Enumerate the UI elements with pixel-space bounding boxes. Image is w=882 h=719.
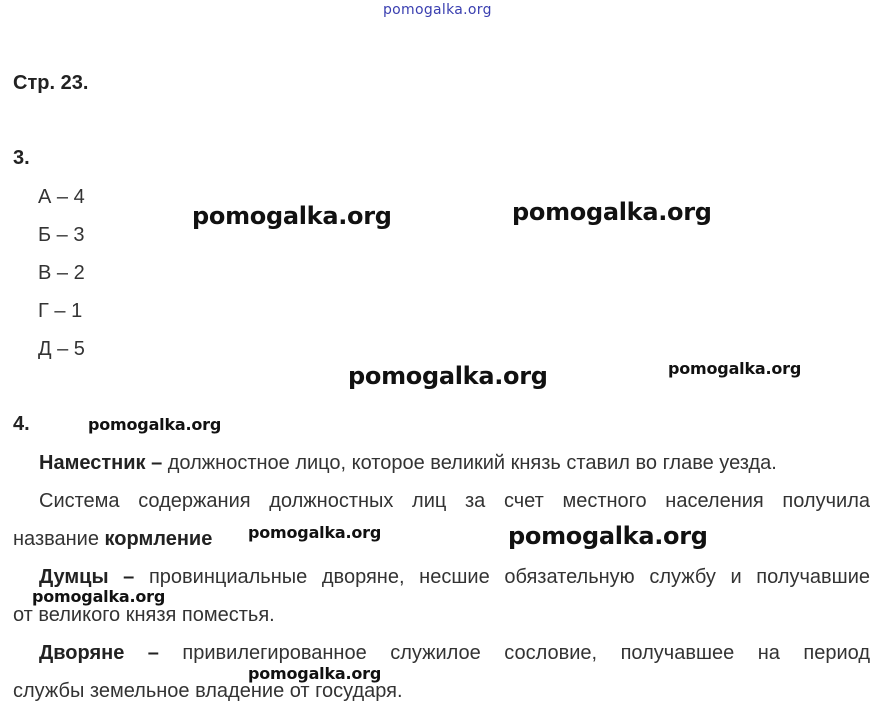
- answer-v: В – 2: [38, 262, 85, 284]
- dumtsy-line-2: от великого князя поместья.: [13, 604, 275, 626]
- term-kormlenie: кормление: [104, 528, 213, 550]
- question-4-number: 4.: [13, 413, 30, 435]
- watermark-6: pomogalka.org: [248, 523, 382, 542]
- question-3-number: 3.: [13, 147, 30, 169]
- watermark-2: pomogalka.org: [512, 198, 712, 226]
- dvoryane-line-1: привилегированное служилое сословие, получавшее на период: [158, 642, 870, 664]
- page-label: Стр. 23.: [13, 72, 89, 94]
- dvoryane-line-2: службы земельное владение от государя.: [13, 680, 403, 702]
- term-dvoryane: Дворяне –: [39, 642, 159, 664]
- kormlenie-line-2-prefix: название: [13, 528, 105, 550]
- answer-d: Д – 5: [38, 338, 85, 360]
- watermark-5: pomogalka.org: [88, 415, 222, 434]
- definition-dvoryane: [13, 634, 870, 710]
- definition-namestnik: [13, 444, 870, 482]
- watermark-4: pomogalka.org: [668, 359, 802, 378]
- answer-b: Б – 3: [38, 224, 85, 246]
- answer-g: Г – 1: [38, 300, 83, 322]
- kormlenie-line-1: Система содержания должностных лиц за счет местного населения получила: [39, 490, 870, 512]
- watermark-9: pomogalka.org: [248, 664, 382, 683]
- watermark-3: pomogalka.org: [348, 362, 548, 390]
- term-namestnik: Наместник –: [39, 452, 163, 474]
- watermark-1: pomogalka.org: [192, 202, 392, 230]
- dumtsy-line-1: провинциальные дворяне, несшие обязательную службу и получавшие: [134, 566, 870, 588]
- definition-kormlenie: [13, 482, 870, 558]
- definition-namestnik-text: должностное лицо, которое великий князь ставил во главе уезда.: [162, 452, 777, 474]
- top-watermark: pomogalka.org: [383, 2, 492, 18]
- answer-a: А – 4: [38, 186, 85, 208]
- watermark-7: pomogalka.org: [508, 522, 708, 550]
- watermark-8: pomogalka.org: [32, 587, 166, 606]
- term-dumtsy: Думцы –: [39, 566, 135, 588]
